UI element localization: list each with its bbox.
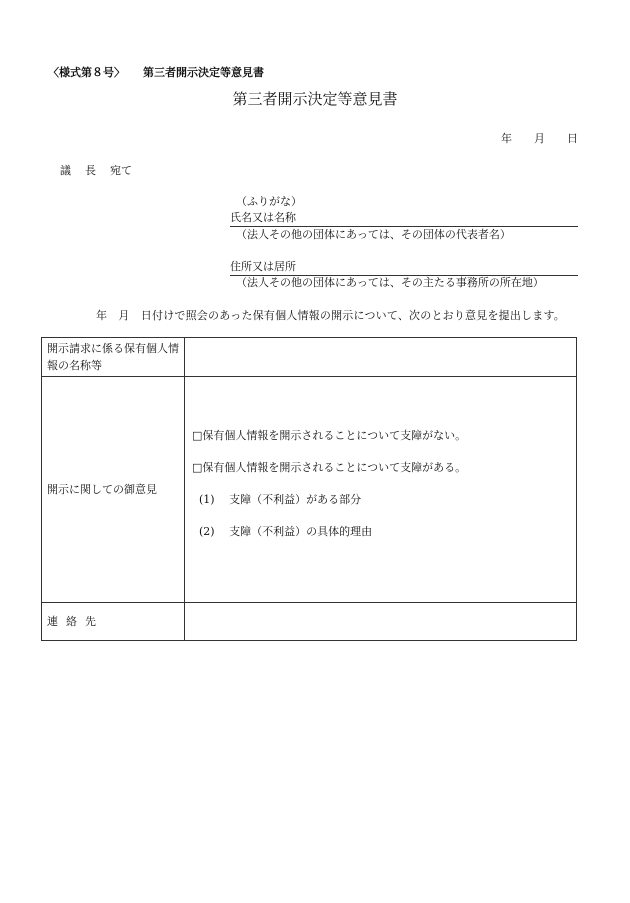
objection-reason-item: (2) 支障（不利益）の具体的理由 (199, 524, 373, 538)
form-number: 〈様式第８号〉 (48, 66, 125, 79)
addressee-part-1: 議 (60, 164, 71, 177)
name-note: （法人その他の団体にあっては、その団体の代表者名） (236, 228, 511, 241)
date-day: 日 (567, 132, 578, 145)
contact-label (42, 603, 185, 641)
opinion-cell[interactable] (185, 377, 577, 603)
date-year: 年 (501, 132, 512, 145)
table-row-info-name (42, 338, 577, 377)
opinion-label: 開示に関しての御意見 (42, 377, 185, 603)
contact-label-2: 絡 (66, 615, 77, 628)
name-field[interactable] (230, 209, 578, 227)
table-row-contact (42, 603, 577, 641)
address-note: （法人その他の団体にあっては、その主たる事務所の所在地） (236, 276, 544, 289)
addressee-part-3: 宛て (110, 164, 132, 177)
document-title: 第三者開示決定等意見書 (232, 90, 398, 108)
date-line (501, 130, 578, 146)
contact-label-1: 連 (47, 615, 58, 628)
form-name: 第三者開示決定等意見書 (143, 66, 264, 79)
info-name-label: 開示請求に係る保有個人情報の名称等 (42, 338, 185, 377)
contact-input[interactable] (185, 603, 577, 641)
opinion-form-table (41, 337, 577, 641)
table-row-opinion (42, 377, 577, 603)
option-no-objection[interactable]: □保有個人情報を開示されることについて支障がない。 (192, 428, 467, 442)
name-label: 氏名又は名称 (230, 211, 296, 224)
addressee (60, 162, 132, 178)
info-name-input[interactable] (185, 338, 577, 377)
address-label: 住所又は居所 (230, 260, 296, 273)
intro-text: 年 月 日付けで照会のあった保有個人情報の開示について、次のとおり意見を提出します。 (96, 309, 565, 322)
option-objection[interactable]: □保有個人情報を開示されることについて支障がある。 (192, 460, 467, 474)
contact-label-3: 先 (85, 615, 96, 628)
furigana-label: （ふりがな） (236, 195, 302, 208)
objection-part-item: (1) 支障（不利益）がある部分 (199, 492, 362, 506)
addressee-part-2: 長 (85, 164, 96, 177)
form-number-header (48, 64, 264, 80)
date-month: 月 (534, 132, 545, 145)
